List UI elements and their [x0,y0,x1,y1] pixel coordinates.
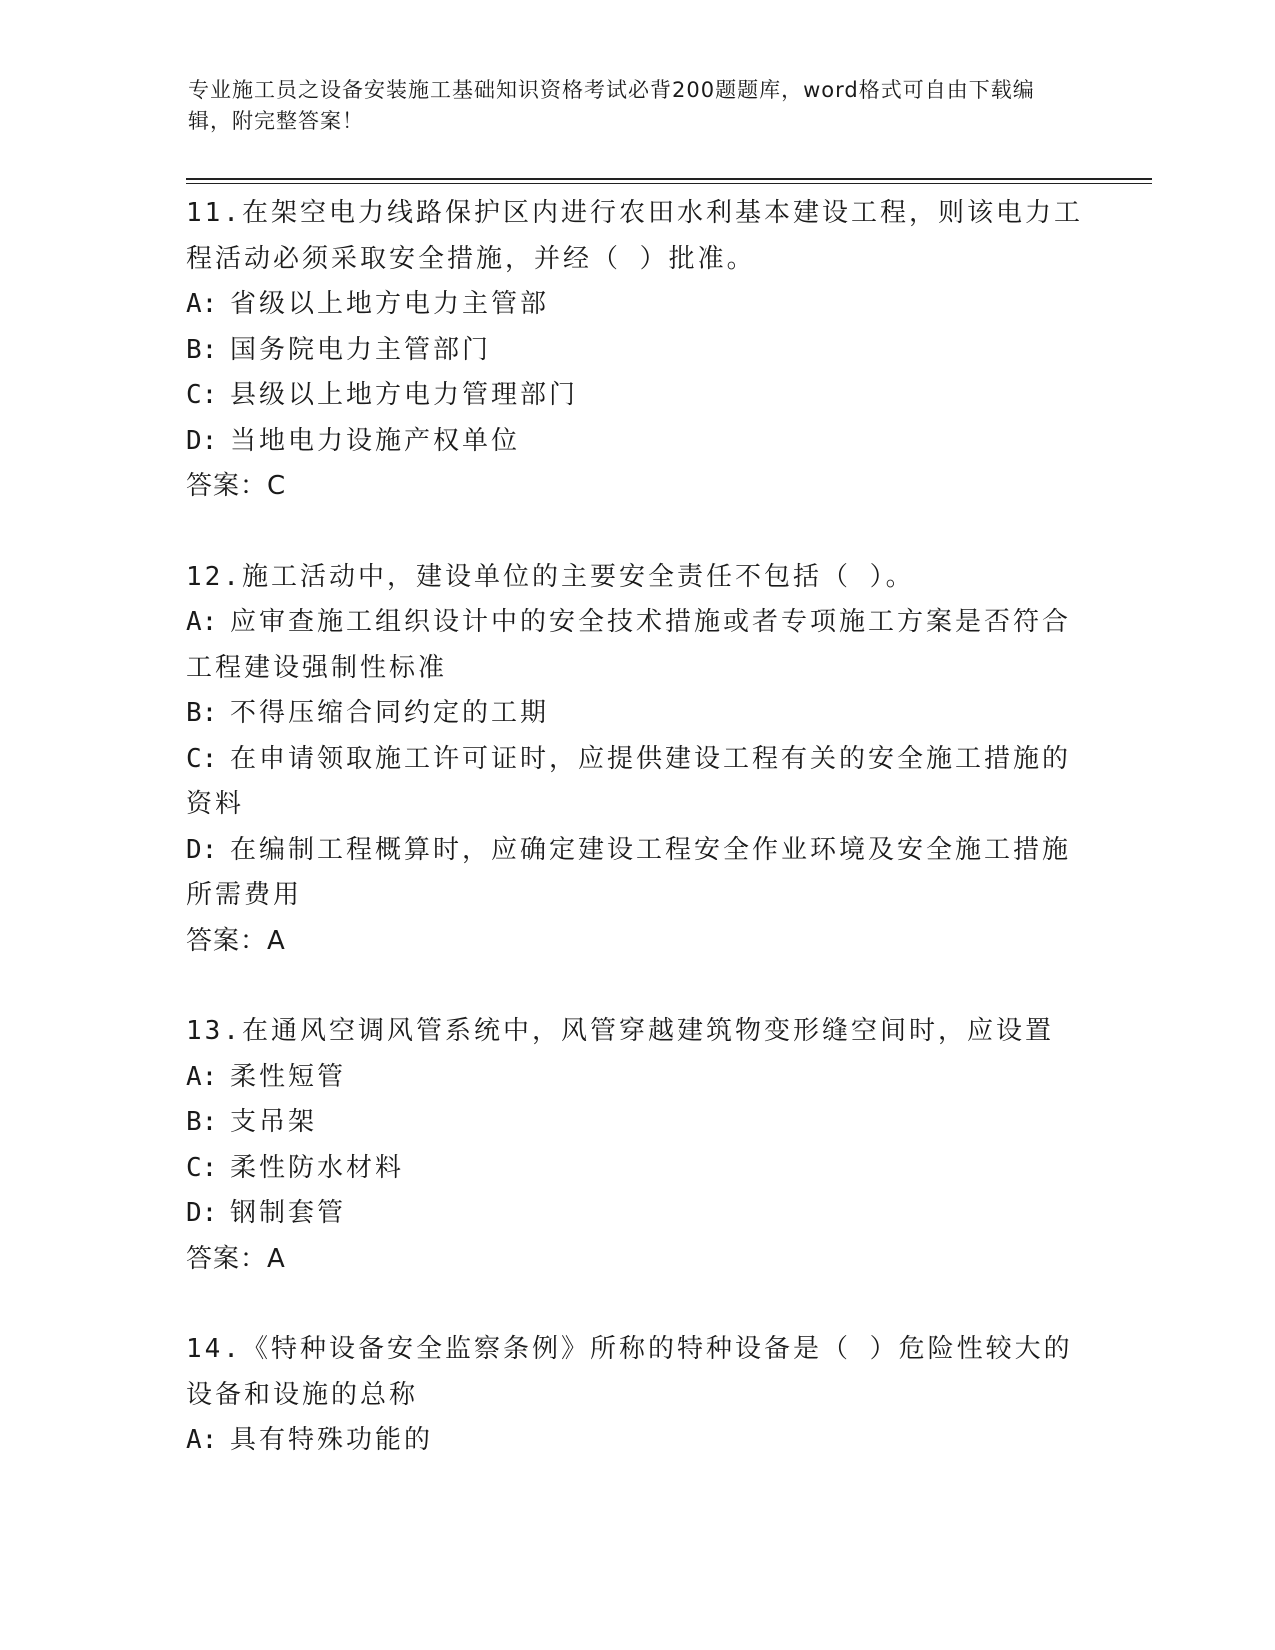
option-c [186,1146,1086,1192]
option-text: 应审查施工组织设计中的安全技术措施或者专项施工方案是否符合工程建设强制性标准 [186,607,1072,683]
option-text: 在申请领取施工许可证时，应提供建设工程有关的安全施工措施的资料 [186,743,1072,819]
header-divider-thin [186,183,1152,184]
option-letter: B: [186,698,218,728]
option-text: 当地电力设施产权单位 [230,425,521,456]
option-b [186,328,1086,374]
option-text: 柔性短管 [230,1061,347,1092]
option-d [186,828,1086,919]
question-stem: 14.《特种设备安全监察条例》所称的特种设备是（ ）危险性较大的设备和设施的总称 [186,1334,1073,1410]
option-text: 国务院电力主管部门 [230,334,492,365]
option-letter: C: [186,743,218,774]
answer-line: 答案：C [186,471,287,501]
option-letter: A: [186,607,218,637]
question-stem: 13.在通风空调风管系统中，风管穿越建筑物变形缝空间时，应设置 [186,1016,1054,1046]
question-stem: 11.在架空电力线路保护区内进行农田水利基本建设工程，则该电力工程活动必须采取安全措施，并经（ ）批准。 [186,198,1083,274]
option-letter: A: [186,1061,218,1092]
question-13 [186,1009,1086,1282]
option-letter: A: [186,289,218,319]
question-11 [186,191,1086,510]
option-text: 支吊架 [230,1107,318,1137]
option-letter: B: [186,334,218,365]
option-text: 省级以上地方电力主管部 [230,289,550,319]
question-stem: 12.施工活动中，建设单位的主要安全责任不包括（ ）。 [186,561,915,592]
option-letter: D: [186,1198,218,1228]
option-a [186,282,1086,328]
option-a [186,600,1086,691]
option-letter: C: [186,1152,218,1183]
option-a [186,1418,1086,1464]
option-letter: D: [186,425,218,456]
option-text: 不得压缩合同约定的工期 [230,698,550,728]
option-b [186,1100,1086,1146]
option-letter: D: [186,834,218,865]
document-intro: 专业施工员之设备安装施工基础知识资格考试必背200题题库，word格式可自由下载编辑，附完整答案！ [188,78,1035,133]
option-c [186,737,1086,828]
option-letter: A: [186,1425,218,1455]
option-text: 柔性防水材料 [230,1152,405,1183]
option-d [186,1191,1086,1237]
answer-line: 答案：A [186,1243,286,1274]
option-c [186,373,1086,419]
option-text: 钢制套管 [230,1198,347,1228]
option-text: 具有特殊功能的 [230,1425,434,1455]
question-14 [186,1327,1086,1464]
header-divider-thick [186,178,1152,180]
option-letter: C: [186,380,218,410]
question-list [186,191,1086,1509]
option-b [186,691,1086,737]
answer-line: 答案：A [186,925,286,956]
option-letter: B: [186,1107,218,1137]
option-text: 县级以上地方电力管理部门 [230,380,579,410]
option-d [186,419,1086,465]
option-a [186,1055,1086,1101]
option-text: 在编制工程概算时，应确定建设工程安全作业环境及安全施工措施所需费用 [186,834,1072,910]
question-12 [186,555,1086,965]
